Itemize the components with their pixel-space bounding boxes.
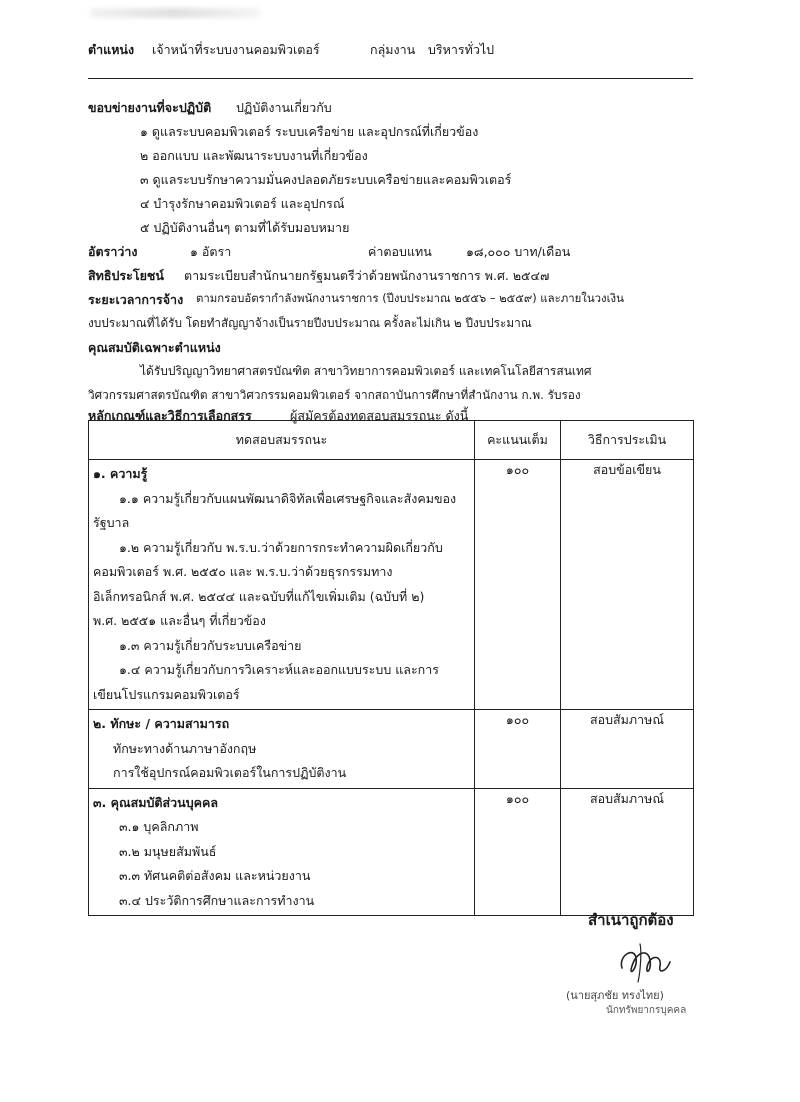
row-1-line: ๑.๑ ความรู้เกี่ยวกับแผนพัฒนาดิจิทัลเพื่อเศรษฐกิจและสังคมของ [119,490,457,506]
scope-item-5: ๕ ปฏิบัติงานอื่นๆ ตามที่ได้รับมอบหมาย [140,220,350,235]
qualification-line-1: ได้รับปริญญาวิทยาศาสตรบัณฑิต สาขาวิทยาการคอมพิวเตอร์ และเทคโนโลยีสารสนเทศ [140,364,592,378]
group-label: กลุ่มงาน [370,42,416,57]
header-full-score: คะแนนเต็ม [475,421,561,460]
row-3-line: ๓.๔ ประวัติการศึกษาและการทำงาน [119,892,315,908]
table-row [89,710,694,789]
table-row [89,460,694,710]
row-1-line: ๑.๔ ความรู้เกี่ยวกับการวิเคราะห์และออกแบบระบบ และการ [119,662,439,677]
row-3-content [89,788,475,916]
row-2-content [89,710,475,789]
row-1-line: อิเล็กทรอนิกส์ พ.ศ. ๒๕๔๔ และฉบับที่แก้ไขเพิ่มเติม (ฉบับที่ ๒) [93,588,425,604]
certifier-name: (นายสุภชัย ทรงไทย) [566,989,664,1002]
position-label: ตำแหน่ง [88,42,135,57]
row-3-title: ๓. คุณสมบัติส่วนบุคคล [93,794,219,810]
certified-copy-title: สำเนาถูกต้อง [588,911,674,929]
period-line-1: ตามกรอบอัตรากำลังพนักงานราชการ (ปีงบประมาณ ๒๕๕๖ – ๒๕๕๙) และภายในวงเงิน [196,291,624,305]
scan-smudge [90,8,260,18]
row-1-line: พ.ศ. ๒๕๕๑ และอื่นๆ ที่เกี่ยวข้อง [93,613,266,628]
qualification-line-2: วิศวกรรมศาสตรบัณฑิต สาขาวิศวกรรมคอมพิวเตอร์ จากสถาบันการศึกษาที่สำนักงาน ก.พ. รับรอง [88,388,581,402]
row-1-method: สอบข้อเขียน [561,460,694,710]
scope-item-4: ๔ บำรุงรักษาคอมพิวเตอร์ และอุปกรณ์ [140,196,345,211]
row-1-title: ๑. ความรู้ [93,466,148,481]
row-1-line: คอมพิวเตอร์ พ.ศ. ๒๕๕๐ และ พ.ร.บ.ว่าด้วยธุรกรรมทาง [93,564,393,579]
row-1-line: รัฐบาล [93,515,130,530]
row-2-line: ทักษะทางด้านภาษาอังกฤษ [113,740,257,756]
position-value: เจ้าหน้าที่ระบบงานคอมพิวเตอร์ [152,42,320,57]
vacancy-count: ๑ อัตรา [190,244,232,259]
row-3-line: ๓.๑ บุคลิกภาพ [119,819,199,834]
header-method: วิธีการประเมิน [561,421,694,460]
scope-intro: ปฏิบัติงานเกี่ยวกับ [236,100,332,115]
signature-mark [600,938,690,984]
qualification-label: คุณสมบัติเฉพาะตำแหน่ง [88,340,221,355]
row-2-title: ๒. ทักษะ / ความสามารถ [93,716,230,731]
row-1-line: เขียนโปรแกรมคอมพิวเตอร์ [93,686,240,702]
row-3-line: ๓.๓ ทัศนคติต่อสังคม และหน่วยงาน [119,868,311,883]
row-3-score: ๑๐๐ [475,788,561,916]
pay-value: ๑๘,๐๐๐ บาท/เดือน [466,244,571,259]
table-row [89,788,694,916]
period-line-2: งบประมาณที่ได้รับ โดยทำสัญญาจ้างเป็นรายปีงบประมาณ ครั้งละไม่เกิน ๒ ปีงบประมาณ [88,316,532,330]
row-3-line: ๓.๒ มนุษยสัมพันธ์ [119,843,217,859]
row-2-score: ๑๐๐ [475,710,561,789]
benefits-text: ตามระเบียบสำนักนายกรัฐมนตรีว่าด้วยพนักงานราชการ พ.ศ. ๒๕๔๗ [184,268,550,283]
row-1-line: ๑.๒ ความรู้เกี่ยวกับ พ.ร.บ.ว่าด้วยการกระทำความผิดเกี่ยวกับ [119,539,443,555]
period-label: ระยะเวลาการจ้าง [88,292,184,307]
header-competency: ทดสอบสมรรถนะ [89,421,475,460]
criteria-text: ผู้สมัครต้องทดสอบสมรรถนะ ดังนี้ [290,408,469,423]
row-1-line: ๑.๓ ความรู้เกี่ยวกับระบบเครือข่าย [119,637,302,653]
row-1-content [89,460,475,710]
header-divider [88,78,693,79]
row-1-score: ๑๐๐ [475,460,561,710]
table-header-row [89,421,694,460]
scope-item-1: ๑ ดูแลระบบคอมพิวเตอร์ ระบบเครือข่าย และอุปกรณ์ที่เกี่ยวข้อง [140,124,479,139]
scope-label: ขอบข่ายงานที่จะปฏิบัติ [88,100,212,115]
scope-item-2: ๒ ออกแบบ และพัฒนาระบบงานที่เกี่ยวข้อง [140,148,368,163]
group-value: บริหารทั่วไป [428,42,495,57]
benefits-label: สิทธิประโยชน์ [88,268,164,283]
certifier-position: นักทรัพยากรบุคคล [606,1005,687,1016]
vacancy-label: อัตราว่าง [88,244,138,259]
assessment-table [88,420,694,916]
criteria-label: หลักเกณฑ์และวิธีการเลือกสรร [88,408,252,423]
row-2-line: การใช้อุปกรณ์คอมพิวเตอร์ในการปฏิบัติงาน [113,765,347,780]
row-3-method: สอบสัมภาษณ์ [561,788,694,916]
pay-label: ค่าตอบแทน [368,244,432,259]
row-2-method: สอบสัมภาษณ์ [561,710,694,789]
scope-item-3: ๓ ดูแลระบบรักษาความมั่นคงปลอดภัยระบบเครือข่ายและคอมพิวเตอร์ [140,172,512,187]
